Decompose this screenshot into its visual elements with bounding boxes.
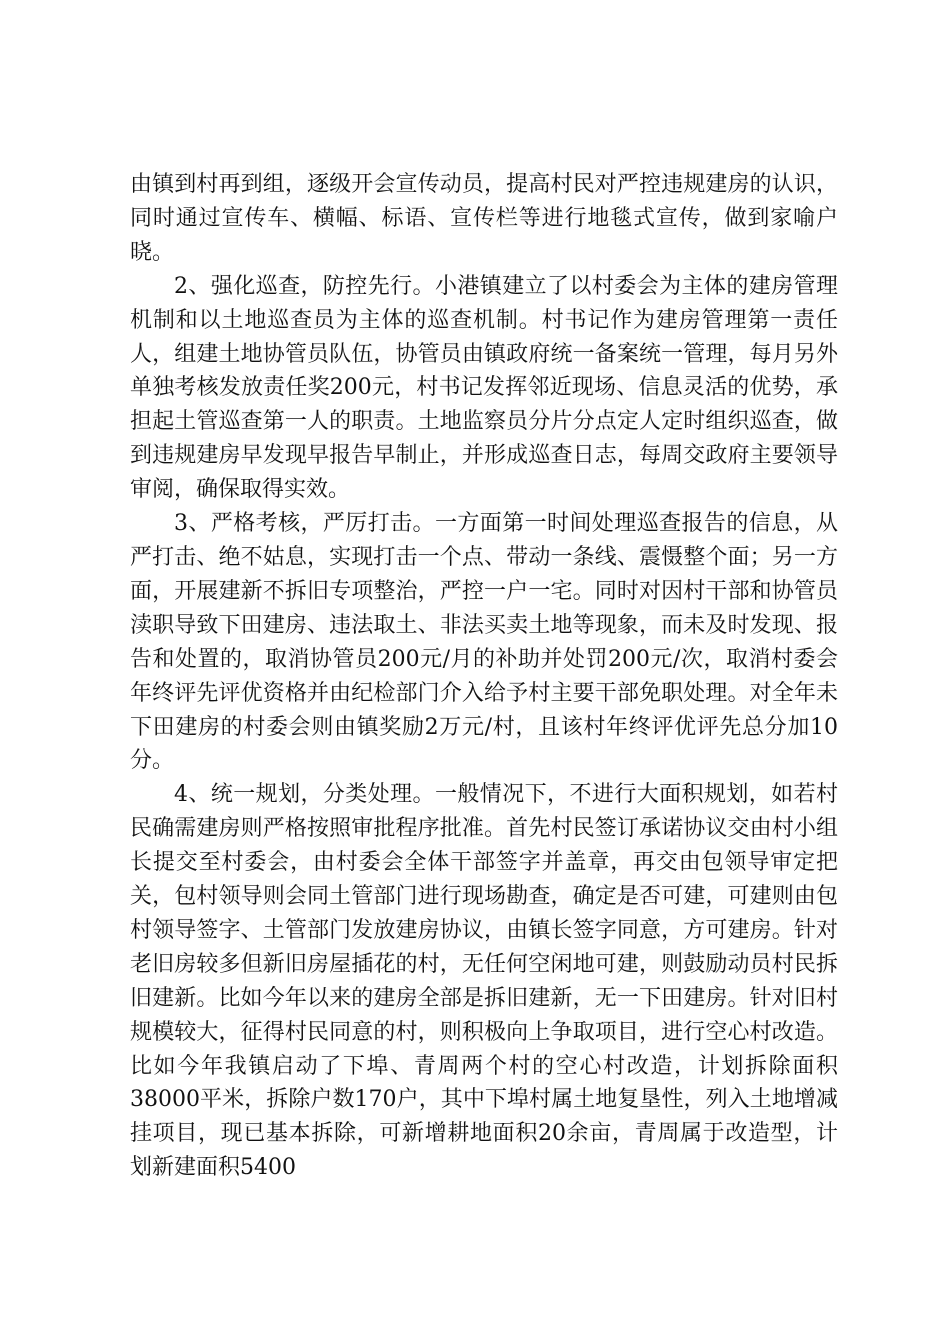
paragraph-publicity: 由镇到村再到组，逐级开会宣传动员，提高村民对严控违规建房的认识，同时通过宣传车、横幅、标语、宣传栏等进行地毯式宣传，做到家喻户晓。 [130, 172, 838, 265]
paragraph-assessment: 3、严格考核，严厉打击。一方面第一时间处理巡查报告的信息，从严打击、绝不姑息，实现打击一个点、带动一条线、震慑整个面；另一方面，开展建新不拆旧专项整治，严控一户一宅。同时对因村干部和协管员渎职导致下田建房、违法取土、非法买卖土地等现象，而未及时发现、报告和处置的，取消协管员200元/月的补助并处罚200元/次，取消村委会年终评先评优资格并由纪检部门介入给予村主要干部免职处理。对全年未下田建房的村委会则由镇奖励2万元/村，且该村年终评优评先总分加10分。 [130, 511, 838, 774]
document-page [130, 168, 838, 1185]
paragraph-planning: 4、统一规划，分类处理。一般情况下，不进行大面积规划，如若村民确需建房则严格按照审批程序批准。首先村民签订承诺协议交由村小组长提交至村委会，由村委会全体干部签字并盖章，再交由包领导审定把关，包村领导则会同土管部门进行现场勘查，确定是否可建，可建则由包村领导签字、土管部门发放建房协议，由镇长签字同意，方可建房。针对老旧房较多但新旧房屋插花的村，无任何空闲地可建，则鼓励动员村民拆旧建新。比如今年以来的建房全部是拆旧建新，无一下田建房。针对旧村规模较大，征得村民同意的村，则积极向上争取项目，进行空心村改造。比如今年我镇启动了下埠、青周两个村的空心村改造，计划拆除面积38000平米，拆除户数170户，其中下埠村属土地复垦性，列入土地增减挂项目，现已基本拆除，可新增耕地面积20余亩，青周属于改造型，计划新建面积5400 [130, 782, 838, 1181]
paragraph-inspection: 2、强化巡查，防控先行。小港镇建立了以村委会为主体的建房管理机制和以土地巡查员为主体的巡查机制。村书记作为建房管理第一责任人，组建土地协管员队伍，协管员由镇政府统一备案统一管理，每月另外单独考核发放责任奖200元，村书记发挥邻近现场、信息灵活的优势，承担起土管巡查第一人的职责。土地监察员分片分点定人定时组织巡查，做到违规建房早发现早报告早制止，并形成巡查日志，每周交政府主要领导审阅，确保取得实效。 [130, 273, 838, 503]
